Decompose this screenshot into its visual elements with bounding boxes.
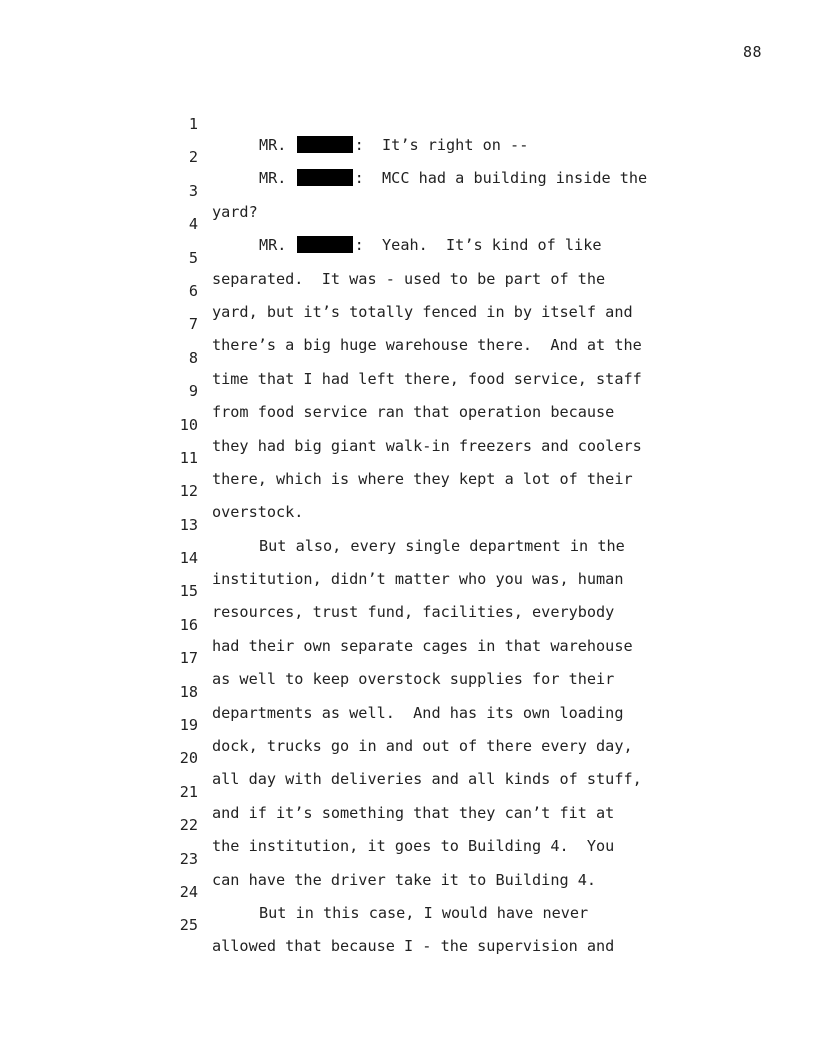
speaker-label: MR. [259,136,287,154]
transcript-line [0,828,816,889]
line-number: 2 [188,148,198,167]
line-text: allowed that because I - the supervision and [212,937,615,956]
line-text: yard? [212,202,258,221]
speaker-label: MR. [259,169,287,188]
transcript-line [0,93,816,154]
transcript-line [0,494,816,555]
transcript-line [0,794,816,856]
line-text: separated. It was - used to be part of the [212,269,606,288]
line-number: 25 [179,916,198,935]
line-number: 22 [179,816,198,835]
line-number: 5 [188,248,198,267]
transcript-line [0,227,816,288]
transcript-body [0,93,816,956]
line-text: had their own separate cages in that warehouse [212,636,633,655]
transcript-line [0,394,816,455]
transcript-line [0,627,816,689]
line-number: 8 [188,348,198,367]
line-number: 13 [179,515,198,534]
transcript-line [0,460,816,522]
line-number: 17 [179,649,198,668]
line-number: 21 [179,782,198,801]
speaker-colon: : [354,236,364,255]
transcript-line [0,761,816,822]
page-number: 88 [742,43,762,61]
line-number: 6 [188,281,198,300]
line-text: resources, trust fund, facilities, everybody [212,603,615,622]
transcript-line [0,360,816,422]
transcript-line [0,427,816,488]
line-number: 15 [179,582,198,601]
speaker-colon: : [354,136,364,154]
line-number: 12 [179,482,198,501]
line-text: all day with deliveries and all kinds of stuff, [212,770,642,789]
line-text: there’s a big huge warehouse there. And at the [212,336,642,355]
line-number: 14 [179,549,198,568]
transcript-line [0,160,816,221]
line-number: 3 [188,181,198,200]
line-text: from food service ran that operation because [212,403,615,422]
transcript-line [0,894,816,956]
transcript-line [0,193,816,255]
line-text: the institution, it goes to Building 4. You [212,837,615,856]
spoken-text: Yeah. It’s kind of like [363,236,602,255]
line-text: departments as well. And has its own loading [212,703,624,722]
line-text: dock, trucks go in and out of there every day, [212,737,633,756]
line-text: institution, didn’t matter who you was, human [212,570,624,589]
transcript-line [0,260,816,321]
transcript-line [0,727,816,789]
line-number: 16 [179,615,198,634]
line-text: But in this case, I would have never [259,903,589,922]
transcript-line [0,527,816,589]
transcript-line [0,126,816,188]
line-number: 23 [179,849,198,868]
spoken-text: MCC had a building inside the [363,169,648,188]
speaker-colon: : [354,169,364,188]
line-number: 7 [188,315,198,334]
speaker-label: MR. [259,236,287,255]
transcript-line [0,661,816,722]
line-number: 4 [188,215,198,234]
transcript-line [0,694,816,756]
line-text: and if it’s something that they can’t fit at [212,803,615,822]
line-number: 20 [179,749,198,768]
line-number: 18 [179,682,198,701]
line-text: time that I had left there, food service, staff [212,369,642,388]
transcript-line [0,327,816,388]
transcript-line [0,560,816,622]
line-number: 19 [179,716,198,735]
transcript-line [0,594,816,655]
line-text: they had big giant walk-in freezers and coolers [212,436,642,455]
transcript-line [0,293,816,355]
line-number: 1 [188,115,198,133]
line-number: 9 [188,382,198,401]
line-number: 10 [179,415,198,434]
line-number: 11 [179,448,198,467]
line-text: But also, every single department in the [259,536,625,555]
line-text: as well to keep overstock supplies for their [212,670,615,689]
line-text: can have the driver take it to Building 4. [212,870,597,889]
line-text: yard, but it’s totally fenced in by itself and [212,302,633,321]
transcript-line [0,861,816,922]
spoken-text: It’s right on -- [363,136,529,154]
line-number: 24 [179,882,198,901]
line-text: there, which is where they kept a lot of their [212,469,633,488]
line-text: overstock. [212,503,304,522]
